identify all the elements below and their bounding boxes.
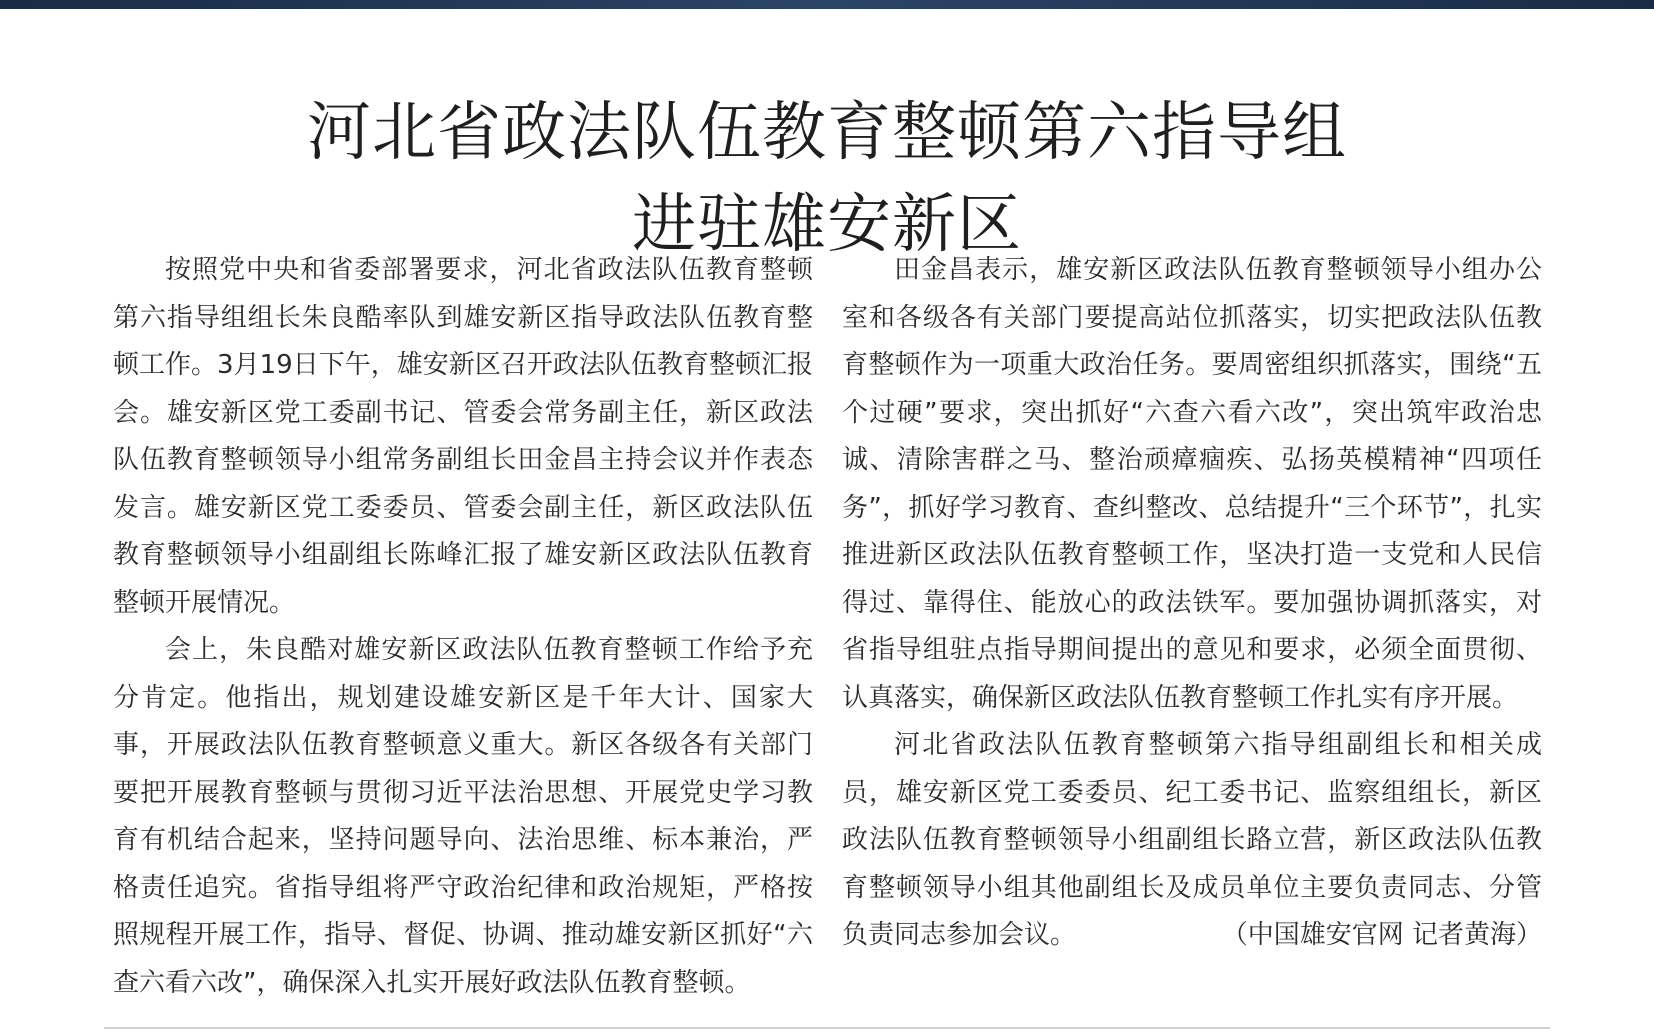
paragraph-3: 田金昌表示，雄安新区政法队伍教育整顿领导小组办公室和各级各有关部门要提高站位抓落实，切实把政法队伍教育整顿作为一项重大政治任务。要周密组织抓落实，围绕“五个过硬”要求，突出抓好“六查六看六改”，突出筑牢政治忠诚、清除害群之马、整治顽瘴痼疾、弘扬英模精神“四项任务”，抓好学习教育、查纠整改、总结提升“三个环节”，扎实推进新区政法队伍教育整顿工作，坚决打造一支党和人民信得过、靠得住、能放心的政法铁军。要加强协调抓落实，对省指导组驻点指导期间提出的意见和要求，必须全面贯彻、认真落实，确保新区政法队伍教育整顿工作扎实有序开展。 [842, 255, 1542, 713]
headline-line-1: 河北省政法队伍教育整顿第六指导组 [307, 95, 1347, 170]
paragraph-4-text: 河北省政法队伍教育整顿第六指导组副组长和相关成员，雄安新区党工委委员、纪工委书记、监察组组长，新区政法队伍教育整顿领导小组副组长路立营，新区政法队伍教育整顿领导小组其他副组长及成员单位主要负责同志、分管负责同志参加会议。 [842, 730, 1542, 950]
article-column-left [113, 247, 813, 1007]
bottom-divider [104, 1027, 1550, 1029]
article-headline [0, 87, 1654, 271]
article-byline: （中国雄安官网 记者黄海） [1221, 920, 1542, 950]
paragraph-2: 会上，朱良酷对雄安新区政法队伍教育整顿工作给予充分肯定。他指出，规划建设雄安新区是千年大计、国家大事，开展政法队伍教育整顿意义重大。新区各级各有关部门要把开展教育整顿与贯彻习近平法治思想、开展党史学习教育有机结合起来，坚持问题导向、法治思维、标本兼治，严格责任追究。省指导组将严守政治纪律和政治规矩，严格按照规程开展工作，指导、督促、协调、推动雄安新区抓好“六查六看六改”，确保深入扎实开展好政法队伍教育整顿。 [113, 635, 813, 998]
article-column-right [842, 247, 1542, 960]
paragraph-1: 按照党中央和省委部署要求，河北省政法队伍教育整顿第六指导组组长朱良酷率队到雄安新区指导政法队伍教育整顿工作。3月19日下午，雄安新区召开政法队伍教育整顿汇报会。雄安新区党工委副书记、管委会常务副主任，新区政法队伍教育整顿领导小组常务副组长田金昌主持会议并作表态发言。雄安新区党工委委员、管委会副主任，新区政法队伍教育整顿领导小组副组长陈峰汇报了雄安新区政法队伍教育整顿开展情况。 [113, 255, 813, 618]
top-color-band [0, 0, 1654, 9]
paragraph-4 [842, 722, 1542, 960]
headline-line-2: 进驻雄安新区 [632, 187, 1022, 262]
